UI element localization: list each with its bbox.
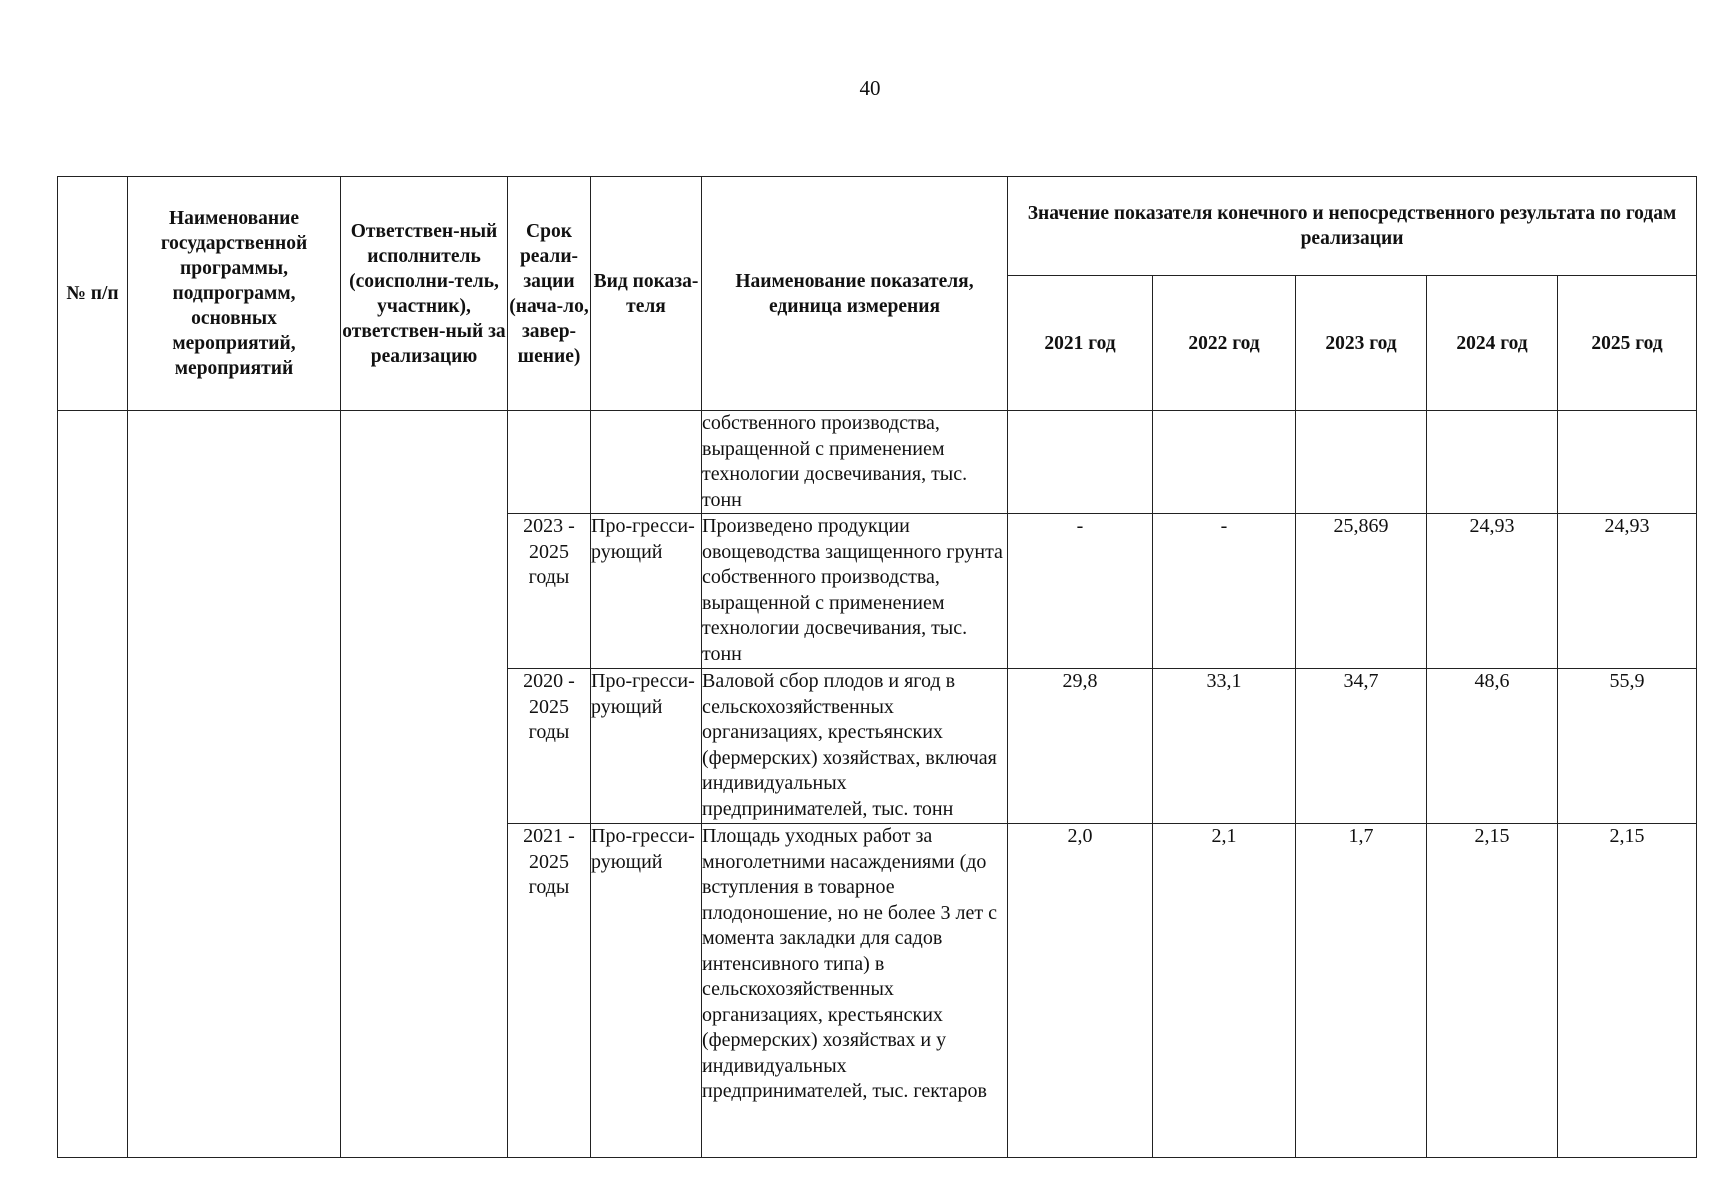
row-indicator: Площадь уходных работ за многолетними насаждениями (до вступления в товарное плодоношение, но не более 3 лет с момента закладки для садов интенсивного типа) в сельскохозяйственных организациях, крестьянских (фермерских) хозяйствах и у индивидуальных предпринимателей, тыс. гектаров xyxy=(702,824,1008,1158)
row-value-2024: 2,15 xyxy=(1427,824,1558,1158)
header-values-group: Значение показателя конечного и непосредственного результата по годам реализации xyxy=(1008,177,1697,276)
row-value-2025: 55,9 xyxy=(1558,669,1697,824)
row-period: 2021 - 2025 годы xyxy=(508,824,591,1158)
header-program: Наименование государственной программы, подпрограмм, основных мероприятий, мероприятий xyxy=(128,177,341,411)
header-year-2021: 2021 год xyxy=(1008,276,1153,411)
row-value-2023: 34,7 xyxy=(1296,669,1427,824)
header-year-2025: 2025 год xyxy=(1558,276,1697,411)
row-value-2021: - xyxy=(1008,514,1153,669)
header-term: Срок реали-зации (нача-ло, завер-шение) xyxy=(508,177,591,411)
header-year-2024: 2024 год xyxy=(1427,276,1558,411)
row-value-2025: 24,93 xyxy=(1558,514,1697,669)
row-value-2022 xyxy=(1153,411,1296,514)
row-period: 2020 - 2025 годы xyxy=(508,669,591,824)
row-value-2021: 2,0 xyxy=(1008,824,1153,1158)
row-kind: Про-гресси-рующий xyxy=(591,669,702,824)
row-value-2025 xyxy=(1558,411,1697,514)
header-num: № п/п xyxy=(58,177,128,411)
cell-program xyxy=(128,411,341,1158)
row-period xyxy=(508,411,591,514)
page-number: 40 xyxy=(859,76,881,100)
row-value-2024: 24,93 xyxy=(1427,514,1558,669)
row-value-2022: 33,1 xyxy=(1153,669,1296,824)
row-kind xyxy=(591,411,702,514)
row-kind: Про-гресси-рующий xyxy=(591,514,702,669)
row-value-2023: 25,869 xyxy=(1296,514,1427,669)
row-value-2022: 2,1 xyxy=(1153,824,1296,1158)
header-indicator: Наименование показателя, единица измерения xyxy=(702,177,1008,411)
row-value-2023 xyxy=(1296,411,1427,514)
row-value-2023: 1,7 xyxy=(1296,824,1427,1158)
header-responsible: Ответствен-ный исполнитель (соисполни-тель, участник), ответствен-ный за реализацию xyxy=(341,177,508,411)
row-indicator: Валовой сбор плодов и ягод в сельскохозяйственных организациях, крестьянских (фермерских) хозяйствах, включая индивидуальных предпринимателей, тыс. тонн xyxy=(702,669,1008,824)
indicators-table xyxy=(57,176,1697,1158)
row-period: 2023 - 2025 годы xyxy=(508,514,591,669)
row-value-2024 xyxy=(1427,411,1558,514)
row-value-2022: - xyxy=(1153,514,1296,669)
row-value-2021 xyxy=(1008,411,1153,514)
row-indicator: Произведено продукции овощеводства защищенного грунта собственного производства, выращенной с применением технологии досвечивания, тыс. тонн xyxy=(702,514,1008,669)
header-year-2023: 2023 год xyxy=(1296,276,1427,411)
row-value-2025: 2,15 xyxy=(1558,824,1697,1158)
cell-num xyxy=(58,411,128,1158)
row-value-2024: 48,6 xyxy=(1427,669,1558,824)
header-year-2022: 2022 год xyxy=(1153,276,1296,411)
row-value-2021: 29,8 xyxy=(1008,669,1153,824)
row-indicator: собственного производства, выращенной с применением технологии досвечивания, тыс. тонн xyxy=(702,411,1008,514)
row-kind: Про-гресси-рующий xyxy=(591,824,702,1158)
header-kind: Вид показа-теля xyxy=(591,177,702,411)
cell-responsible xyxy=(341,411,508,1158)
